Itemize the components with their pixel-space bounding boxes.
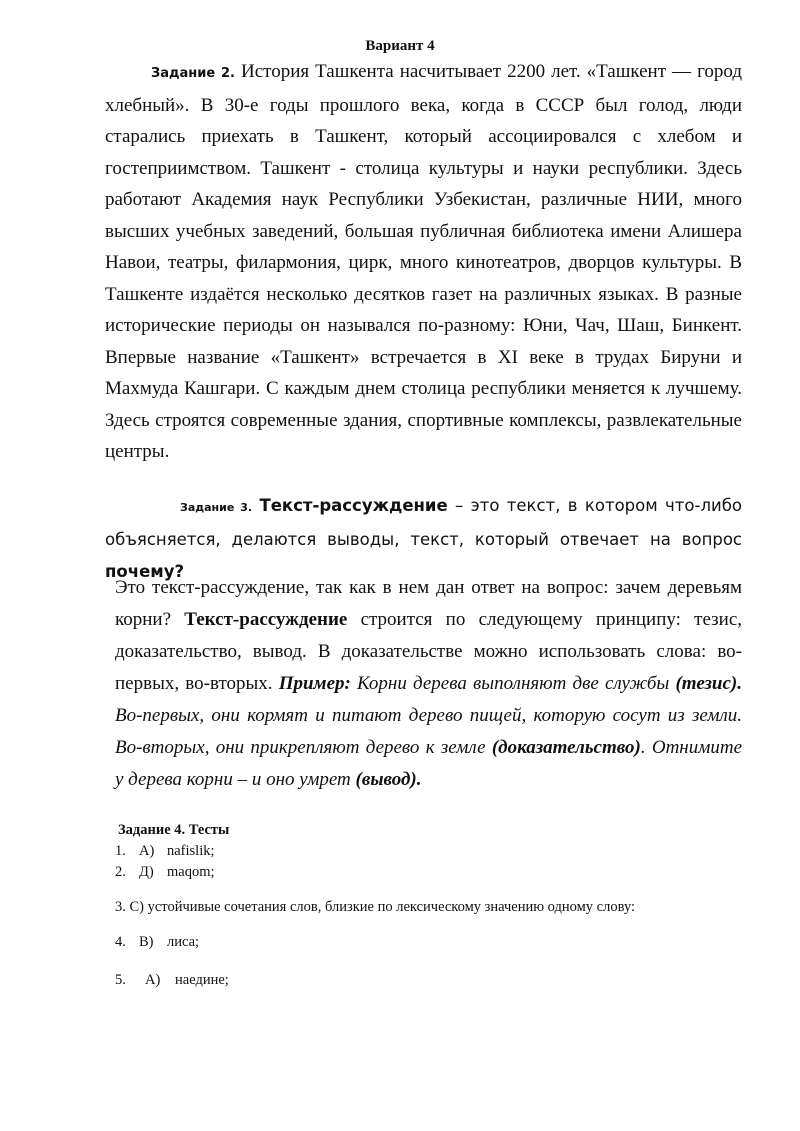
test-item-2 xyxy=(115,864,215,881)
task3-p2-term: Текст-рассуждение xyxy=(184,609,348,630)
task3-label: Задание 3. xyxy=(180,501,253,514)
task3-definition-text: – это текст, в котором что-либо объясняется, делаются выводы, текст, который отвечает на вопрос xyxy=(105,496,742,549)
test-item-letter: А) xyxy=(145,972,161,988)
task3-example-3: . Отнимите у дерева корни – и оно умрет xyxy=(115,737,743,790)
test-item-number: 5. xyxy=(115,972,126,988)
test-item-4 xyxy=(115,934,199,951)
test-item-1 xyxy=(115,843,215,860)
task2-paragraph xyxy=(105,56,742,468)
test-item-number: 1. xyxy=(115,843,126,859)
task3-example-2: Во-первых, они кормят и питают дерево пищей, которую сосут из земли. Во-вторых, они прикрепляют дерево к земле xyxy=(115,705,742,758)
task3-example-label: Пример: xyxy=(278,673,351,694)
test-item-3 xyxy=(115,899,635,916)
test-item-answer: лиса; xyxy=(167,934,200,950)
test-item-number: 3. xyxy=(115,899,126,915)
task4-title: Задание 4. Тесты xyxy=(118,822,230,838)
test-item-letter: Д) xyxy=(139,864,154,880)
test-item-letter: А) xyxy=(139,843,155,859)
task3-conclusion: (вывод). xyxy=(355,769,422,790)
task3-p2-mid: строится по следующему принципу: тезис, доказательство, вывод. В доказательстве можно использовать слова: во-первых, во-вторых. xyxy=(115,609,742,694)
task2-label: Задание 2. xyxy=(151,66,235,81)
task3-example-1: Корни дерева выполняют две службы xyxy=(350,673,676,694)
task3-p2-start: Это текст-рассуждение, так как в нем дан ответ на вопрос: зачем деревьям корни? xyxy=(115,577,742,630)
test-item-number: 2. xyxy=(115,864,126,880)
test-item-answer: nafislik; xyxy=(167,843,215,859)
task3-question-word: почему? xyxy=(105,562,185,581)
test-item-answer: устойчивые сочетания слов, близкие по лексическому значению одному слову: xyxy=(147,899,636,915)
variant-title: Вариант 4 xyxy=(365,38,435,54)
test-item-letter: С) xyxy=(129,899,144,915)
task3-thesis: (тезис). xyxy=(675,673,742,694)
test-item-5 xyxy=(115,972,229,989)
task2-text: История Ташкента насчитывает 2200 лет. «Ташкент — город хлебный». В 30-е годы прошлого века, когда в СССР был голод, люди старались приехать в Ташкент, который ассоциировался с хлебом и гостеприимством. Ташкент - столица культуры и науки республики. Здесь работают Академия наук Республики Узбекистан, различные НИИ, много высших учебных заведений, большая публичная библиотека имени Алишера Навои, театры, филармония, цирк, много кинотеатров, дворцов культуры. В Ташкенте издаётся несколько десятков газет на различных языках. В разные исторические периоды он назывался по-разному: Юни, Чач, Шаш, Бинкент. Впервые название «Ташкент» встречается в XI веке в трудах Бируни и Махмуда Кашгари. С каждым днем столица республики меняется к лучшему. Здесь строятся современные здания, спортивные комплексы, развлекательные центры. xyxy=(105,61,743,462)
task3-term: Текст-рассуждение xyxy=(259,496,448,515)
test-item-number: 4. xyxy=(115,934,126,950)
task3-explanation xyxy=(115,572,742,796)
test-item-answer: maqom; xyxy=(167,864,215,880)
test-item-letter: В) xyxy=(139,934,154,950)
test-item-answer: наедине; xyxy=(175,972,229,988)
task3-proof: (доказательство) xyxy=(491,737,641,758)
